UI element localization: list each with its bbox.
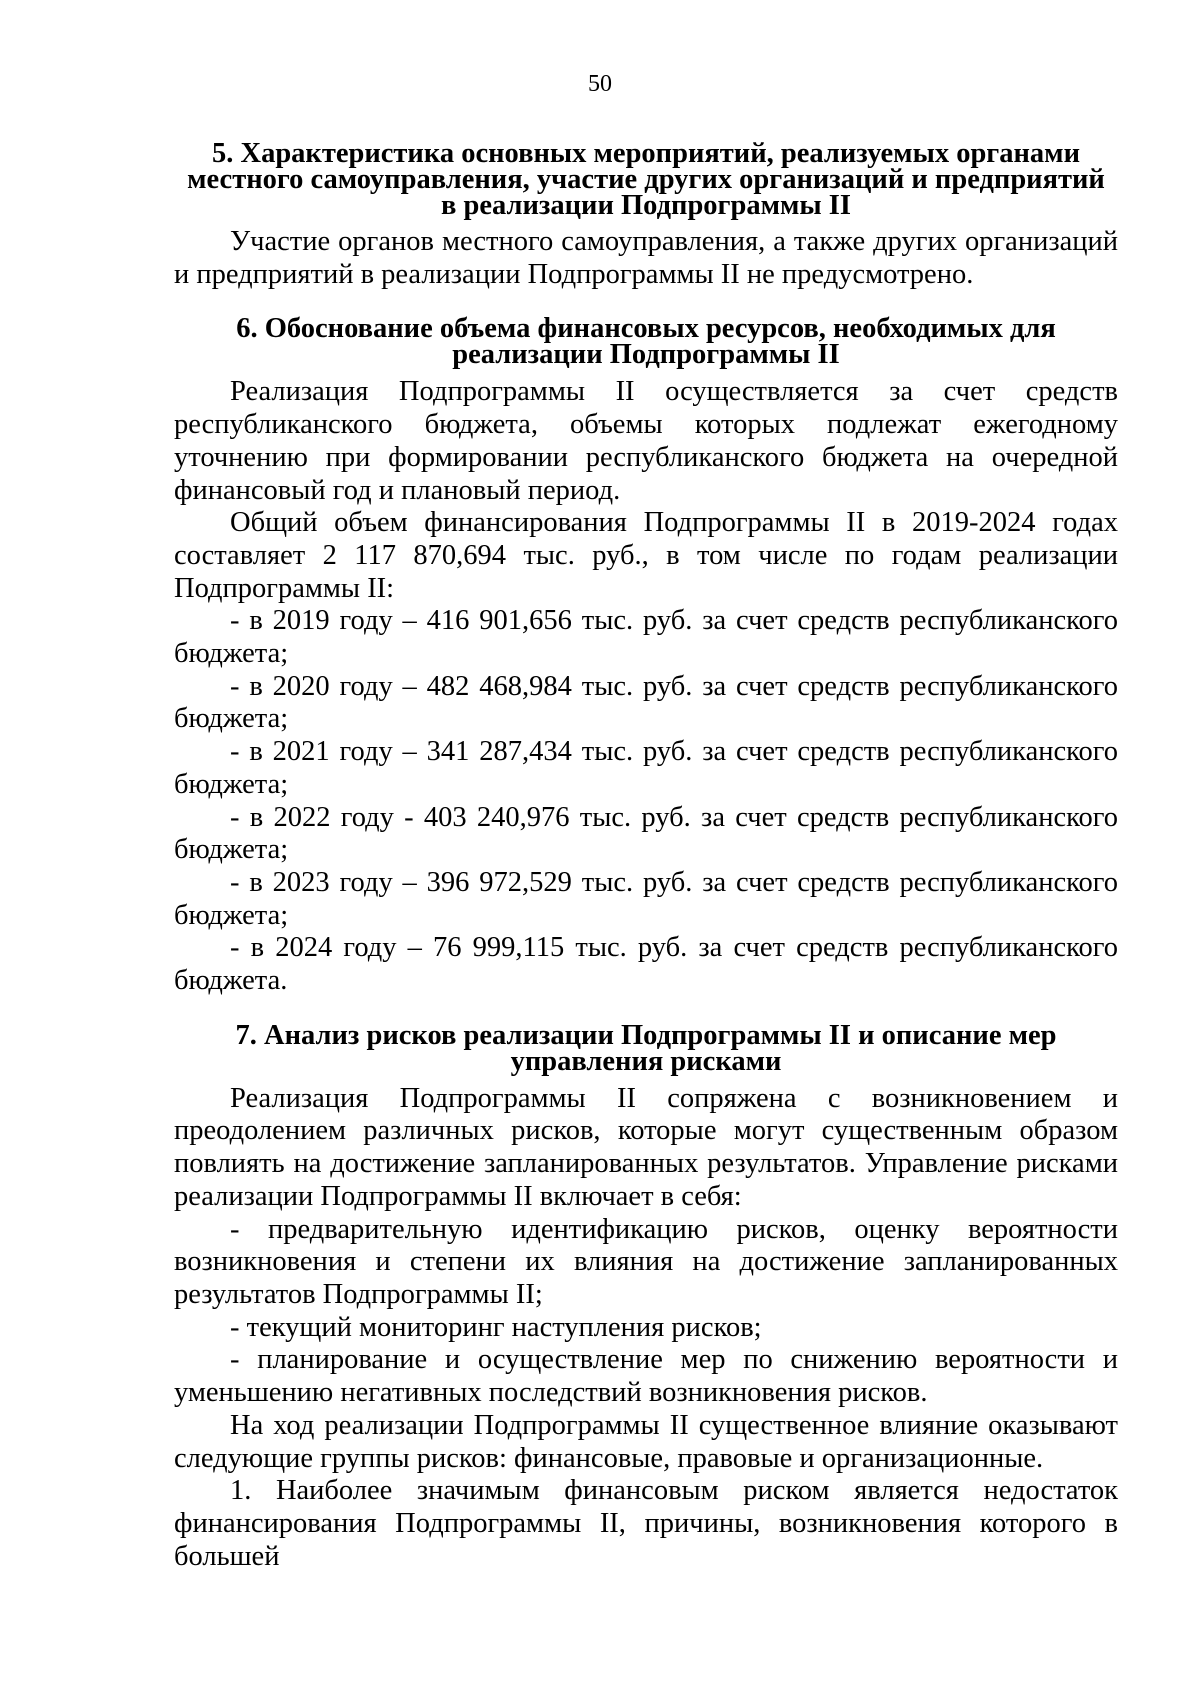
section-7-paragraph-risks-intro: Реализация Подпрограммы II сопряжена с возникновением и преодолением различных рисков, которые могут существенным образом повлиять на достижение запланированных результатов. Управление рисками реализации Подпрограммы II включает в себя: [174, 1082, 1118, 1212]
section-5-paragraph: Участие органов местного самоуправления, а также других организаций и предприятий в реализации Подпрограммы II не предусмотрено. [174, 226, 1118, 290]
section-5-heading-line-1: 5. Характеристика основных мероприятий, реализуемых органами [212, 138, 1080, 169]
section-5-heading [174, 138, 1118, 221]
funding-list-item-2021: - в 2021 году – 341 287,434 тыс. руб. за счет средств республиканского бюджета; [174, 736, 1118, 800]
section-7-paragraph-financial-risk: 1. Наиболее значимым финансовым риском является недостаток финансирования Подпрограммы II, причины, возникновения которого в большей [174, 1475, 1118, 1572]
funding-list-item-2022: - в 2022 году - 403 240,976 тыс. руб. за счет средств республиканского бюджета; [174, 801, 1118, 866]
funding-list-item-2020: - в 2020 году – 482 468,984 тыс. руб. за счет средств республиканского бюджета; [174, 670, 1118, 735]
section-7-heading-line-2: управления рисками [510, 1045, 782, 1077]
funding-list-item-2024: - в 2024 году – 76 999,115 тыс. руб. за счет средств республиканского бюджета. [174, 932, 1118, 997]
risk-management-list-item-identification: - предварительную идентификацию рисков, оценку вероятности возникновения и степени их влияния на достижение запланированных результатов Подпрограммы II; [174, 1213, 1118, 1310]
risk-management-list-item-monitoring: - текущий мониторинг наступления рисков; [230, 1311, 762, 1343]
section-6-heading-line-1: 6. Обоснование объема финансовых ресурсов, необходимых для [236, 313, 1056, 345]
section-7-heading [174, 1019, 1118, 1077]
page-number: 50 [588, 71, 612, 97]
section-6-heading [174, 313, 1118, 371]
document-body [174, 138, 1118, 1573]
section-6-heading-line-2: реализации Подпрограммы II [452, 339, 840, 371]
section-5-heading-line-3: в реализации Подпрограммы II [441, 190, 851, 221]
section-7-paragraph-risk-groups: На ход реализации Подпрограммы II существенное влияние оказывают следующие группы рисков: финансовые, правовые и организационные. [174, 1409, 1118, 1474]
risk-management-list-item-planning: - планирование и осуществление мер по снижению вероятности и уменьшению негативных последствий возникновения рисков. [174, 1344, 1118, 1409]
funding-list-item-2019: - в 2019 году – 416 901,656 тыс. руб. за счет средств республиканского бюджета; [174, 605, 1118, 670]
section-5-heading-line-2: местного самоуправления, участие других организаций и предприятий [187, 164, 1105, 195]
section-7-heading-line-1: 7. Анализ рисков реализации Подпрограммы II и описание мер [235, 1019, 1057, 1051]
section-6-paragraph-total-volume: Общий объем финансирования Подпрограммы II в 2019-2024 годах составляет 2 117 870,694 тыс. руб., в том числе по годам реализации Подпрограммы II: [174, 507, 1118, 604]
section-6-paragraph-funding-source: Реализация Подпрограммы II осуществляется за счет средств республиканского бюджета, объемы которых подлежат ежегодному уточнению при формировании республиканского бюджета на очередной финансовый год и плановый период. [174, 376, 1118, 506]
funding-list-item-2023: - в 2023 году – 396 972,529 тыс. руб. за счет средств республиканского бюджета; [174, 866, 1118, 931]
